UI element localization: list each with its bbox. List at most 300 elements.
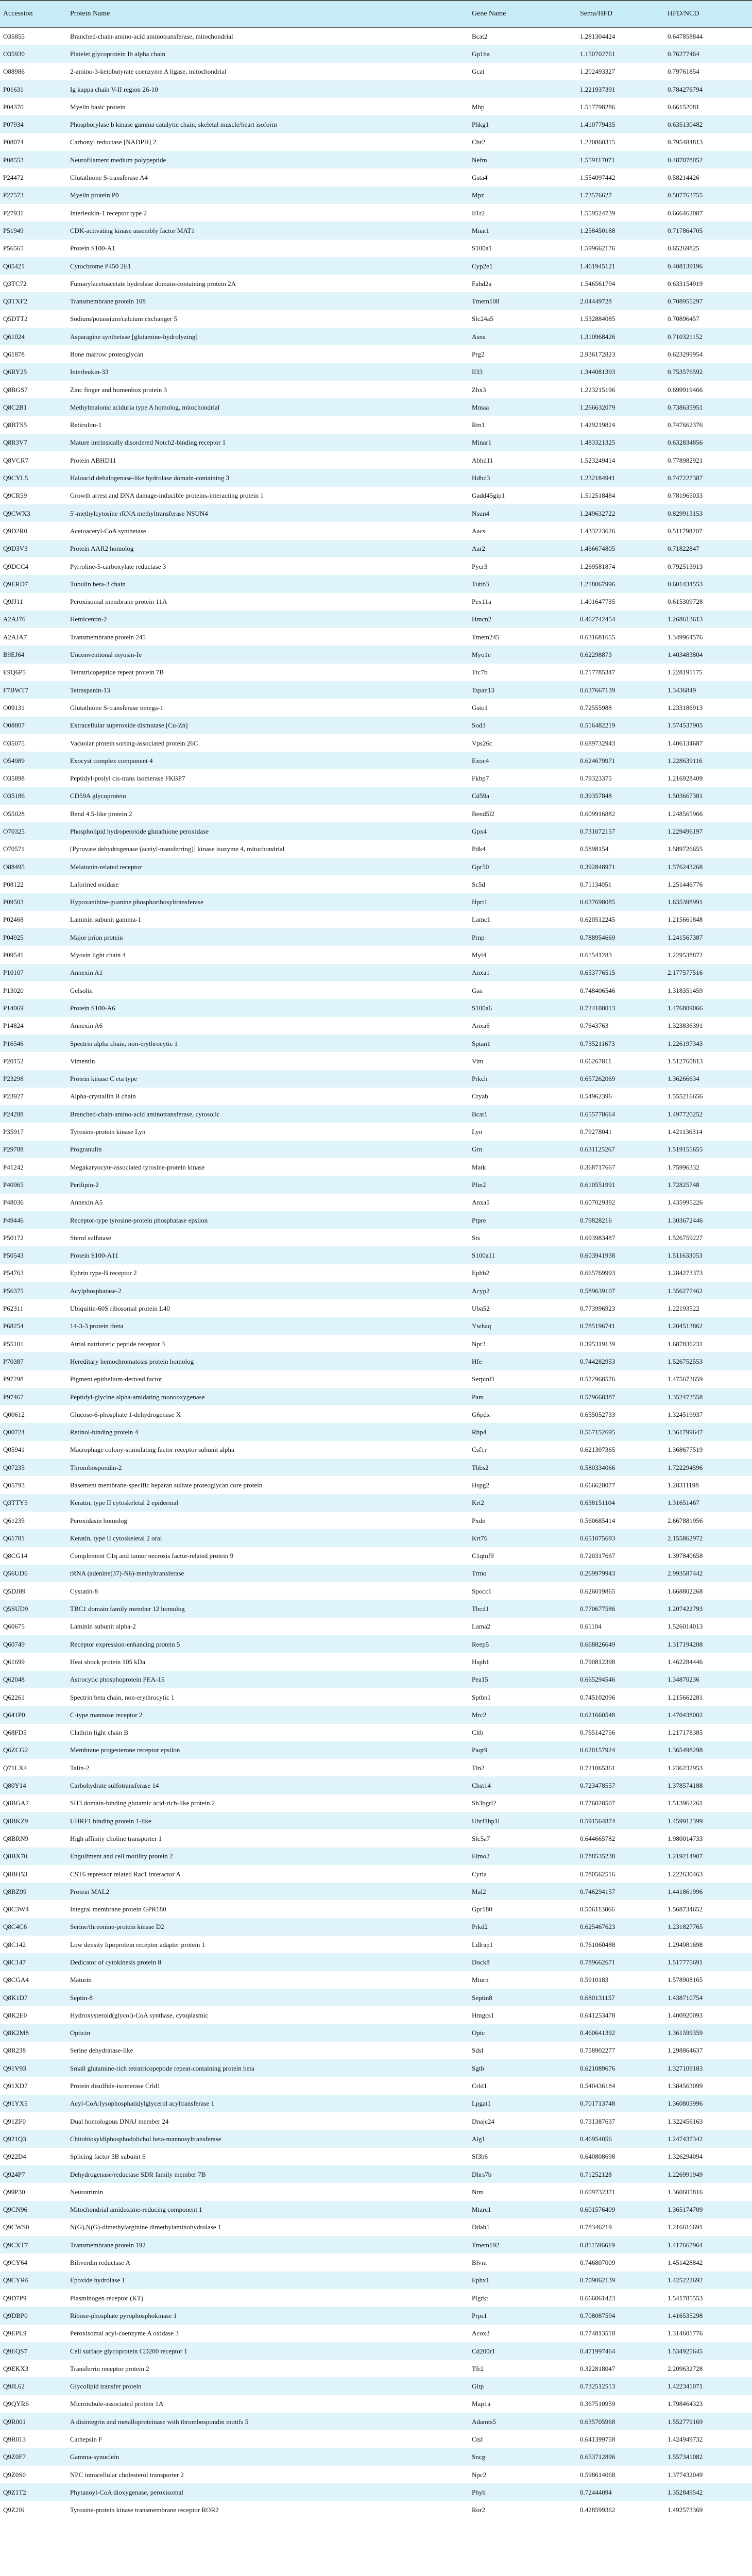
cell-gene-name: Sc5d [472, 880, 485, 888]
cell-accession: Q9CN96 [3, 2206, 27, 2214]
table-row [0, 699, 752, 716]
cell-protein-name: Major prion protein [70, 933, 123, 941]
cell-accession: Q60749 [3, 1640, 25, 1648]
cell-gene-name: Tfr2 [472, 2364, 484, 2372]
cell-accession: P41242 [3, 1163, 24, 1171]
cell-accession: Q61699 [3, 1657, 25, 1666]
cell-gene-name: Prnp [472, 933, 485, 941]
cell-accession: P09541 [3, 951, 24, 959]
table-row [0, 1088, 752, 1105]
cell-sema-hfd: 1.512518484 [580, 492, 616, 500]
cell-hfd-ncd: 1.3436849 [668, 686, 696, 694]
cell-protein-name: Interleukin-1 receptor type 2 [70, 209, 147, 217]
cell-protein-name: Acyl-CoA:lysophosphatidylglycerol acyltransferase 1 [70, 2099, 215, 2108]
table-row [0, 1441, 752, 1459]
cell-hfd-ncd: 1.462284446 [668, 1657, 703, 1666]
cell-hfd-ncd: 1.360605816 [668, 2188, 703, 2196]
cell-sema-hfd: 1.599662176 [580, 244, 616, 252]
cell-gene-name: Gpr180 [472, 1905, 492, 1913]
cell-accession: Q91V93 [3, 2064, 26, 2072]
cell-accession: Q9D7P9 [3, 2294, 27, 2302]
cell-protein-name: Serine/threonine-protein kinase D2 [70, 1923, 164, 1931]
cell-protein-name: Chitobiosyldiphosphodolichol beta-mannosyltransferase [70, 2134, 221, 2143]
cell-protein-name: Growth arrest and DNA damage-inducible proteins-interacting protein 1 [70, 492, 264, 500]
table-row [0, 964, 752, 981]
cell-sema-hfd: 0.71134051 [580, 880, 612, 888]
cell-gene-name: Cltb [472, 1728, 484, 1737]
cell-accession: Q91ZF0 [3, 2117, 26, 2125]
cell-gene-name: Prps1 [472, 2311, 487, 2319]
cell-accession: Q9CYL5 [3, 474, 28, 482]
cell-hfd-ncd: 1.526759227 [668, 1233, 703, 1242]
cell-gene-name: Serpinf1 [472, 1375, 495, 1383]
cell-gene-name: Gpr50 [472, 862, 489, 871]
cell-accession: A2AJA7 [3, 633, 27, 641]
table-row [0, 1812, 752, 1829]
table-row [0, 911, 752, 928]
cell-sema-hfd: 0.620512245 [580, 916, 616, 924]
cell-gene-name: Nsun4 [472, 509, 489, 517]
cell-hfd-ncd: 1.356277462 [668, 1286, 703, 1295]
cell-protein-name: Basement membrane-specific heparan sulfate proteoglycan core protein [70, 1481, 263, 1489]
table-row [0, 1635, 752, 1653]
cell-hfd-ncd: 1.303672446 [668, 1216, 703, 1224]
table-row [0, 893, 752, 911]
cell-protein-name: Keratin, type II cytoskeletal 2 epidermal [70, 1499, 179, 1507]
cell-gene-name: Dhrs7b [472, 2170, 492, 2178]
cell-hfd-ncd: 1.668802268 [668, 1587, 703, 1595]
cell-gene-name: Pxdn [472, 1516, 486, 1524]
cell-accession: O54989 [3, 756, 25, 765]
table-row [0, 1883, 752, 1900]
cell-sema-hfd: 1.483321325 [580, 438, 616, 447]
table-row [0, 1388, 752, 1405]
cell-gene-name: Spocc1 [472, 1587, 492, 1595]
table-row [0, 1246, 752, 1264]
cell-accession: Q8BGA2 [3, 1799, 29, 1807]
cell-hfd-ncd: 0.778982921 [668, 456, 703, 464]
table-row [0, 451, 752, 469]
table-row [0, 398, 752, 416]
table-row [0, 2430, 752, 2448]
table-row [0, 151, 752, 168]
cell-hfd-ncd: 1.323836391 [668, 1022, 703, 1030]
table-row [0, 822, 752, 840]
cell-gene-name: Exoc4 [472, 756, 489, 765]
cell-protein-name: Haloacid dehalogenase-like hydrolase domain-containing 3 [70, 474, 230, 482]
table-row [0, 1052, 752, 1070]
table-row [0, 2413, 752, 2430]
cell-accession: Q61878 [3, 350, 25, 358]
cell-accession: P10107 [3, 969, 24, 977]
table-row [0, 1600, 752, 1617]
cell-protein-name: Gelsolin [70, 986, 93, 994]
cell-hfd-ncd: 0.71822847 [668, 545, 699, 553]
table-row [0, 2059, 752, 2077]
cell-hfd-ncd: 1.378574188 [668, 1782, 703, 1790]
cell-sema-hfd: 0.745102096 [580, 1693, 616, 1701]
table-row [0, 2483, 752, 2501]
cell-sema-hfd: 0.708087594 [580, 2311, 616, 2319]
cell-protein-name: Interleukin-33 [70, 368, 109, 376]
table-body [0, 27, 752, 2519]
cell-hfd-ncd: 1.980014733 [668, 1834, 703, 1842]
cell-hfd-ncd: 0.647858844 [668, 32, 703, 40]
cell-hfd-ncd: 1.247437342 [668, 2134, 703, 2143]
cell-protein-name: Protein S100-A11 [70, 1251, 118, 1260]
cell-accession: P02468 [3, 916, 24, 924]
cell-sema-hfd: 0.61541283 [580, 951, 612, 959]
cell-gene-name: Prkd2 [472, 1923, 488, 1931]
cell-accession: Q8C2B1 [3, 403, 27, 411]
cell-protein-name: SH3 domain-binding glutamic acid-rich-like protein 2 [70, 1799, 215, 1807]
cell-sema-hfd: 0.770677586 [580, 1605, 616, 1613]
cell-sema-hfd: 1.249632722 [580, 509, 616, 517]
cell-hfd-ncd: 1.438710754 [668, 1993, 703, 2002]
cell-sema-hfd: 0.5910183 [580, 1976, 609, 1984]
cell-gene-name: Gsta4 [472, 174, 488, 182]
cell-sema-hfd: 0.621307365 [580, 1446, 616, 1454]
cell-sema-hfd: 0.644665782 [580, 1834, 616, 1842]
cell-gene-name: Bend5l2 [472, 809, 495, 818]
table-row [0, 981, 752, 999]
cell-sema-hfd: 0.744282953 [580, 1357, 616, 1365]
cell-sema-hfd: 1.221937391 [580, 85, 616, 93]
table-row [0, 133, 752, 151]
cell-gene-name: Slc5a7 [472, 1834, 490, 1842]
cell-sema-hfd: 0.589639107 [580, 1286, 616, 1295]
table-row [0, 1724, 752, 1741]
table-row [0, 1953, 752, 1971]
cell-hfd-ncd: 0.408139196 [668, 262, 703, 270]
cell-hfd-ncd: 1.226991949 [668, 2170, 703, 2178]
cell-accession: O70325 [3, 827, 25, 835]
cell-protein-name: Annexin A5 [70, 1198, 103, 1207]
table-row [0, 45, 752, 62]
cell-sema-hfd: 1.202493327 [580, 67, 616, 76]
cell-hfd-ncd: 1.403483804 [668, 651, 703, 659]
cell-hfd-ncd: 1.236232953 [668, 1764, 703, 1772]
cell-sema-hfd: 0.39357848 [580, 792, 612, 800]
cell-hfd-ncd: 1.318351459 [668, 986, 703, 994]
cell-sema-hfd: 0.666061423 [580, 2294, 616, 2302]
cell-hfd-ncd: 1.541785553 [668, 2294, 703, 2302]
cell-sema-hfd: 0.62298873 [580, 651, 612, 659]
cell-accession: Q00724 [3, 1428, 25, 1436]
cell-accession: Q9CY64 [3, 2259, 27, 2267]
cell-accession: Q9JL62 [3, 2382, 25, 2391]
table-row [0, 187, 752, 204]
cell-sema-hfd: 1.554097442 [580, 174, 616, 182]
cell-sema-hfd: 0.788535238 [580, 1852, 616, 1860]
cell-protein-name: CD59A glycoprotein [70, 792, 126, 800]
cell-sema-hfd: 0.79323375 [580, 774, 612, 783]
cell-gene-name: Gadd45gip1 [472, 492, 505, 500]
cell-accession: Q62261 [3, 1693, 25, 1701]
cell-gene-name: Phkg1 [472, 121, 489, 129]
table-row [0, 2148, 752, 2165]
cell-hfd-ncd: 1.216928409 [668, 774, 703, 783]
cell-gene-name: Mrc2 [472, 1710, 487, 1719]
cell-protein-name: Retinol-binding protein 4 [70, 1428, 139, 1436]
cell-accession: P62311 [3, 1304, 24, 1313]
cell-gene-name: Grn [472, 1145, 483, 1154]
cell-hfd-ncd: 0.66152081 [668, 103, 699, 111]
cell-gene-name: Uba52 [472, 1304, 490, 1313]
cell-gene-name: Mal2 [472, 1887, 486, 1895]
cell-accession: Q91XD7 [3, 2082, 28, 2090]
cell-gene-name: Lamc1 [472, 916, 491, 924]
cell-protein-name: Zinc finger and homeobox protein 3 [70, 385, 167, 394]
cell-hfd-ncd: 1.635398991 [668, 898, 703, 906]
table-row [0, 628, 752, 646]
cell-sema-hfd: 0.724108013 [580, 1004, 616, 1012]
cell-accession: Q71LX4 [3, 1764, 27, 1772]
cell-hfd-ncd: 2.209632728 [668, 2364, 703, 2372]
cell-protein-name: Melatonin-related receptor [70, 862, 142, 871]
cell-protein-name: tRNA (adenine(37)-N6)-methyltransferase [70, 1569, 184, 1578]
cell-sema-hfd: 1.429219824 [580, 421, 616, 429]
cell-gene-name: Fahd2a [472, 279, 492, 287]
cell-hfd-ncd: 1.229538872 [668, 951, 703, 959]
cell-sema-hfd: 0.621089676 [580, 2064, 616, 2072]
cell-protein-name: Annexin A1 [70, 969, 103, 977]
cell-accession: O35186 [3, 792, 25, 800]
cell-hfd-ncd: 1.327109183 [668, 2064, 703, 2072]
cell-accession: Q6ZCG2 [3, 1746, 28, 1754]
cell-sema-hfd: 0.462742454 [580, 615, 616, 623]
cell-hfd-ncd: 0.829913153 [668, 509, 703, 517]
table-row [0, 752, 752, 769]
cell-hfd-ncd: 1.31651467 [668, 1499, 699, 1507]
table-row [0, 769, 752, 787]
table-row [0, 646, 752, 663]
cell-protein-name: Talin-2 [70, 1764, 90, 1772]
cell-hfd-ncd: 1.722294596 [668, 1463, 703, 1471]
cell-sema-hfd: 0.624679971 [580, 756, 616, 765]
cell-accession: Q61235 [3, 1516, 25, 1524]
table-row [0, 2360, 752, 2377]
cell-gene-name: Ctsf [472, 2435, 483, 2444]
cell-hfd-ncd: 0.511798207 [668, 527, 703, 535]
cell-protein-name: Heat shock protein 105 kDa [70, 1657, 145, 1666]
cell-protein-name: Perilipin-2 [70, 1180, 99, 1189]
cell-protein-name: Tubulin beta-3 chain [70, 580, 126, 588]
cell-sema-hfd: 0.79828216 [580, 1216, 612, 1224]
cell-gene-name: Plin2 [472, 1180, 486, 1189]
cell-accession: Q91YX5 [3, 2099, 28, 2108]
cell-sema-hfd: 0.789662671 [580, 1958, 616, 1966]
cell-accession: Q9Z0F7 [3, 2453, 26, 2461]
cell-gene-name: Gsn [472, 986, 483, 994]
cell-sema-hfd: 1.281304424 [580, 32, 616, 40]
table-row [0, 805, 752, 822]
cell-sema-hfd: 0.631681655 [580, 633, 616, 641]
cell-gene-name: Map1a [472, 2400, 491, 2408]
table-row [0, 1211, 752, 1229]
cell-gene-name: Pam [472, 1393, 484, 1401]
cell-gene-name: Zhx3 [472, 385, 486, 394]
table-row [0, 1741, 752, 1759]
cell-hfd-ncd: 1.72825748 [668, 1180, 699, 1189]
table-row [0, 2077, 752, 2094]
cell-accession: Q8K2E0 [3, 2011, 27, 2019]
cell-sema-hfd: 1.517798286 [580, 103, 616, 111]
cell-protein-name: Peptidyl-glycine alpha-amidating monooxygenase [70, 1393, 205, 1401]
cell-hfd-ncd: 1.511633053 [668, 1251, 703, 1260]
cell-protein-name: Protein disulfide-isomerase Crld1 [70, 2082, 161, 2090]
cell-accession: P24472 [3, 174, 24, 182]
cell-accession: P35917 [3, 1128, 24, 1136]
cell-sema-hfd: 0.72444094 [580, 2488, 612, 2496]
cell-gene-name: Ephx1 [472, 2276, 489, 2284]
cell-gene-name: Sptan1 [472, 1039, 491, 1047]
cell-sema-hfd: 0.368717667 [580, 1163, 616, 1171]
table-row [0, 2325, 752, 2342]
cell-protein-name: Cytochrome P450 2E1 [70, 262, 131, 270]
cell-sema-hfd: 0.746294157 [580, 1887, 616, 1895]
cell-sema-hfd: 0.7643763 [580, 1022, 609, 1030]
cell-accession: P08553 [3, 156, 24, 164]
table-row [0, 1759, 752, 1776]
cell-protein-name: [Pyruvate dehydrogenase (acetyl-transferring)] kinase isozyme 4, mitochondrial [70, 845, 285, 853]
table-row [0, 1282, 752, 1299]
cell-hfd-ncd: 1.352849542 [668, 2488, 703, 2496]
cell-protein-name: Acetoacetyl-CoA synthetase [70, 527, 146, 535]
table-row [0, 2024, 752, 2042]
cell-gene-name: Dock8 [472, 1958, 490, 1966]
cell-hfd-ncd: 1.222630463 [668, 1870, 703, 1878]
cell-hfd-ncd: 1.352473558 [668, 1393, 703, 1401]
cell-hfd-ncd: 1.322456163 [668, 2117, 703, 2125]
cell-sema-hfd: 0.746807009 [580, 2259, 616, 2267]
cell-hfd-ncd: 1.233186913 [668, 703, 703, 711]
cell-accession: O55028 [3, 809, 25, 818]
cell-gene-name: Crld1 [472, 2082, 487, 2090]
cell-gene-name: Vps26c [472, 739, 492, 747]
cell-protein-name: Protein MAL2 [70, 1887, 110, 1895]
cell-protein-name: Tetratricopeptide repeat protein 7B [70, 668, 164, 676]
cell-sema-hfd: 1.559524739 [580, 209, 616, 217]
cell-gene-name: S100a6 [472, 1004, 492, 1012]
cell-sema-hfd: 0.780562516 [580, 1870, 616, 1878]
cell-hfd-ncd: 1.215662281 [668, 1693, 703, 1701]
table-row [0, 1070, 752, 1088]
cell-sema-hfd: 0.621660548 [580, 1710, 616, 1719]
cell-hfd-ncd: 1.207422793 [668, 1605, 703, 1613]
cell-hfd-ncd: 1.349964576 [668, 633, 703, 641]
cell-protein-name: Ubiquitin-60S ribosomal protein L40 [70, 1304, 170, 1313]
table-row [0, 2377, 752, 2395]
cell-gene-name: Gp1ba [472, 49, 490, 58]
table-row [0, 2042, 752, 2059]
cell-accession: Q07235 [3, 1463, 25, 1471]
cell-gene-name: Matk [472, 1163, 486, 1171]
cell-protein-name: Bone marrow proteoglycan [70, 350, 144, 358]
cell-gene-name: Sptbn1 [472, 1693, 491, 1701]
cell-hfd-ncd: 1.422341071 [668, 2382, 703, 2391]
cell-sema-hfd: 0.717785347 [580, 668, 616, 676]
cell-protein-name: Spectrin alpha chain, non-erythrocytic 1 [70, 1039, 178, 1047]
table-row [0, 575, 752, 592]
table-header-row [0, 1, 752, 27]
cell-gene-name: Npc2 [472, 2470, 487, 2479]
cell-gene-name: Hprt1 [472, 898, 488, 906]
cell-sema-hfd: 0.774813518 [580, 2329, 616, 2337]
cell-gene-name: Sncg [472, 2453, 485, 2461]
cell-sema-hfd: 0.560685414 [580, 1516, 616, 1524]
cell-accession: Q00612 [3, 1410, 25, 1418]
cell-accession: P13020 [3, 986, 24, 994]
cell-accession: P54763 [3, 1269, 24, 1277]
cell-sema-hfd: 1.344081393 [580, 368, 616, 376]
table-row [0, 257, 752, 275]
cell-accession: P24288 [3, 1110, 24, 1118]
cell-hfd-ncd: 0.601434553 [668, 580, 703, 588]
cell-accession: Q6RY25 [3, 368, 27, 376]
cell-sema-hfd: 0.540436184 [580, 2082, 616, 2090]
cell-accession: Q9EPL9 [3, 2329, 27, 2337]
cell-gene-name: Krt76 [472, 1534, 488, 1542]
cell-hfd-ncd: 1.687836231 [668, 1340, 703, 1348]
cell-gene-name: Rtn1 [472, 421, 485, 429]
cell-hfd-ncd: 1.284273373 [668, 1269, 703, 1277]
table-row [0, 27, 752, 45]
cell-gene-name: S100a11 [472, 1251, 495, 1260]
cell-sema-hfd: 1.401647735 [580, 598, 616, 606]
table-row [0, 522, 752, 539]
cell-protein-name: Protein kinase C eta type [70, 1075, 137, 1083]
cell-accession: Q61024 [3, 332, 25, 341]
table-row [0, 1547, 752, 1565]
cell-sema-hfd: 0.666628077 [580, 1481, 616, 1489]
cell-sema-hfd: 0.591564874 [580, 1817, 616, 1825]
table-row [0, 1565, 752, 1582]
cell-gene-name: Tmem245 [472, 633, 500, 641]
cell-hfd-ncd: 1.503667381 [668, 792, 703, 800]
table-row [0, 2501, 752, 2519]
cell-gene-name: Anxa6 [472, 1022, 490, 1030]
cell-hfd-ncd: 1.28311198 [668, 1481, 699, 1489]
cell-gene-name: Ttc7b [472, 668, 488, 676]
cell-gene-name: Mnat1 [472, 226, 489, 234]
table-row [0, 328, 752, 345]
cell-protein-name: Hemicentin-2 [70, 615, 107, 623]
cell-accession: Q3TC72 [3, 279, 27, 287]
table-row [0, 222, 752, 239]
cell-accession: P97467 [3, 1393, 24, 1401]
cell-sema-hfd: 1.410779435 [580, 121, 616, 129]
cell-accession: Q8BKZ9 [3, 1817, 28, 1825]
cell-protein-name: Carbonyl reductase [NADPH] 2 [70, 138, 157, 146]
cell-accession: Q62048 [3, 1675, 25, 1684]
cell-gene-name: Chst14 [472, 1782, 491, 1790]
cell-gene-name: Bcat1 [472, 1110, 488, 1118]
cell-sema-hfd: 0.731387637 [580, 2117, 616, 2125]
table-row [0, 2466, 752, 2483]
cell-hfd-ncd: 1.519155655 [668, 1145, 703, 1154]
table-row [0, 1989, 752, 2006]
cell-protein-name: Peroxidasin homolog [70, 1516, 127, 1524]
cell-accession: O70571 [3, 845, 25, 853]
cell-sema-hfd: 0.580334066 [580, 1463, 616, 1471]
cell-hfd-ncd: 1.574537905 [668, 721, 703, 730]
cell-protein-name: Hydroxysteroid(glycol)-CoA synthase, cytoplasmic [70, 2011, 209, 2019]
cell-hfd-ncd: 1.228639116 [668, 756, 703, 765]
cell-protein-name: CDK-activating kinase assembly factor MAT1 [70, 226, 195, 234]
table-row [0, 2342, 752, 2360]
cell-gene-name: Trmo [472, 1569, 487, 1578]
